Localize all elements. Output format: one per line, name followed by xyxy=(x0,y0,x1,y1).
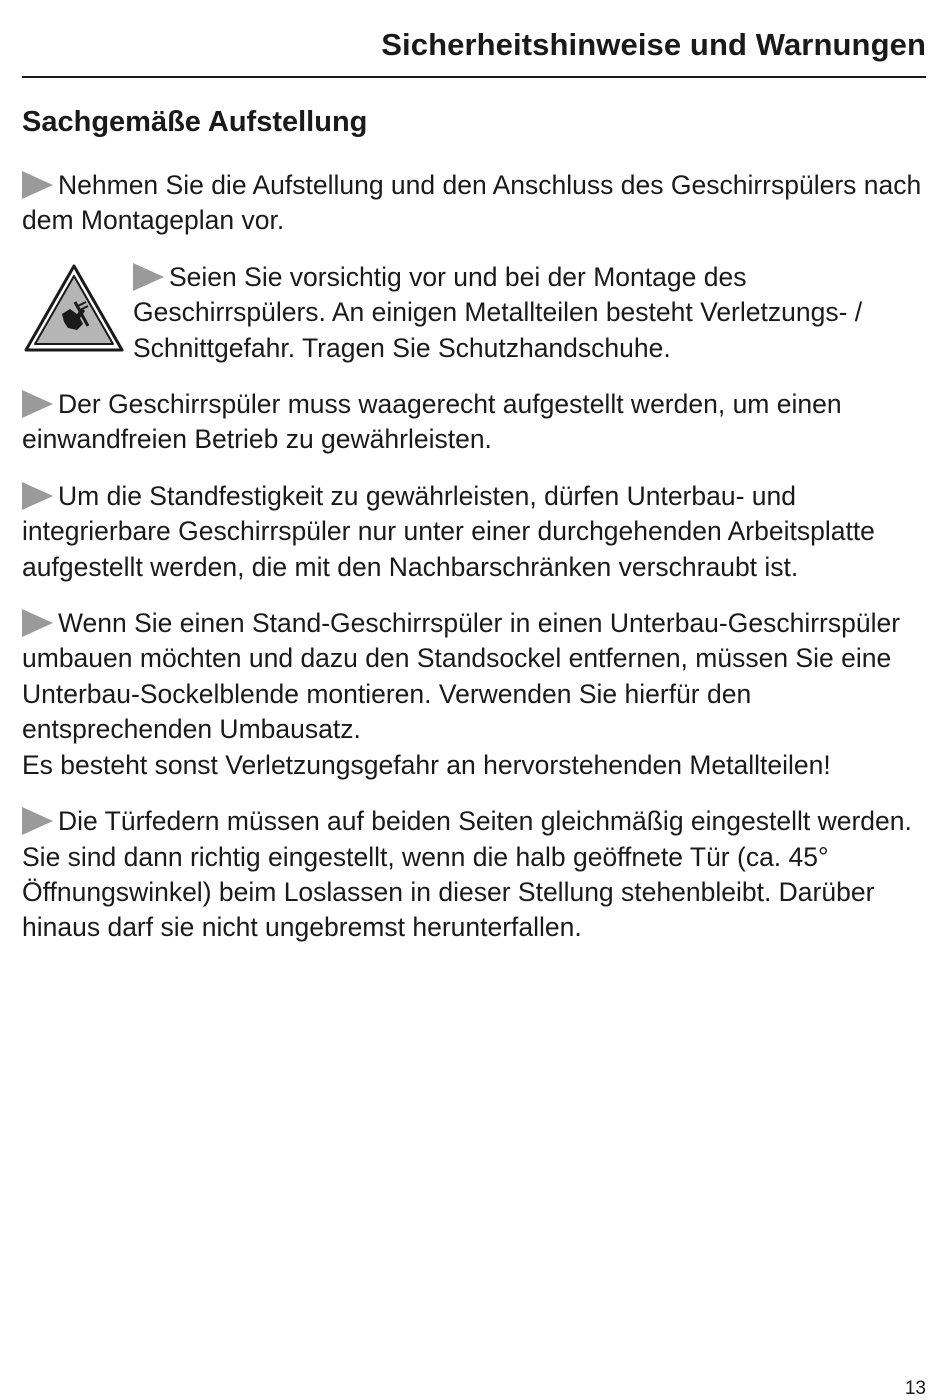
paragraph-text: Wenn Sie einen Stand-Geschirrspüler in einen Unterbau-Geschirrspüler umbauen möchten und dazu den Standsockel entfernen, müssen Sie eine Unterbau-Sockelblende montieren. Verwenden Sie hierfür den entsprechenden Umbausatz. xyxy=(22,608,901,745)
hand-cut-warning-icon xyxy=(22,262,126,354)
paragraph-text: Nehmen Sie die Aufstellung und den Anschluss des Geschirrspülers nach dem Montageplan vor. xyxy=(22,170,922,236)
paragraph-text: Der Geschirrspüler muss waagerecht aufgestellt werden, um einen einwandfreien Betrieb zu gewährleisten. xyxy=(22,389,842,455)
bullet-arrow-icon xyxy=(22,390,53,418)
bullet-arrow-icon xyxy=(22,807,53,835)
paragraph-umbau xyxy=(22,606,932,783)
bullet-arrow-icon xyxy=(22,171,53,199)
paragraph-standfestigkeit xyxy=(22,479,932,585)
content-body xyxy=(22,168,932,967)
paragraph-tuerfedern xyxy=(22,804,932,946)
paragraph-text-continued: Es besteht sonst Verletzungsgefahr an hervorstehenden Metallteilen! xyxy=(22,749,831,780)
bullet-arrow-icon xyxy=(133,263,164,291)
paragraph-warning-gloves xyxy=(22,260,932,366)
paragraph-text: Seien Sie vorsichtig vor und bei der Montage des Geschirrspülers. An einigen Metallteilen besteht Verletzungs- / Schnittgefahr. Tragen Sie Schutzhandschuhe. xyxy=(133,261,863,363)
paragraph-text: Die Türfedern müssen auf beiden Seiten gleichmäßig eingestellt werden. Sie sind dann richtig eingestellt, wenn die halb geöffnete Tür (ca. 45° Öffnungswinkel) beim Loslassen in dieser Stellung stehenbleibt. Darüber hinaus darf sie nicht ungebremst herunterfallen. xyxy=(22,806,912,943)
page-number: 13 xyxy=(904,1378,926,1399)
section-title: Sachgemäße Aufstellung xyxy=(22,106,368,138)
bullet-arrow-icon xyxy=(22,609,53,637)
header-divider xyxy=(22,76,926,78)
paragraph-montageplan xyxy=(22,168,932,239)
paragraph-waagerecht xyxy=(22,387,932,458)
bullet-arrow-icon xyxy=(22,482,53,510)
page-header-title: Sicherheitshinweise und Warnungen xyxy=(381,27,926,62)
paragraph-text: Um die Standfestigkeit zu gewährleisten, dürfen Unterbau- und integrierbare Geschirrspüler nur unter einer durchgehenden Arbeitsplatte aufgestellt werden, die mit den Nachbarschränken verschraubt ist. xyxy=(22,480,875,582)
